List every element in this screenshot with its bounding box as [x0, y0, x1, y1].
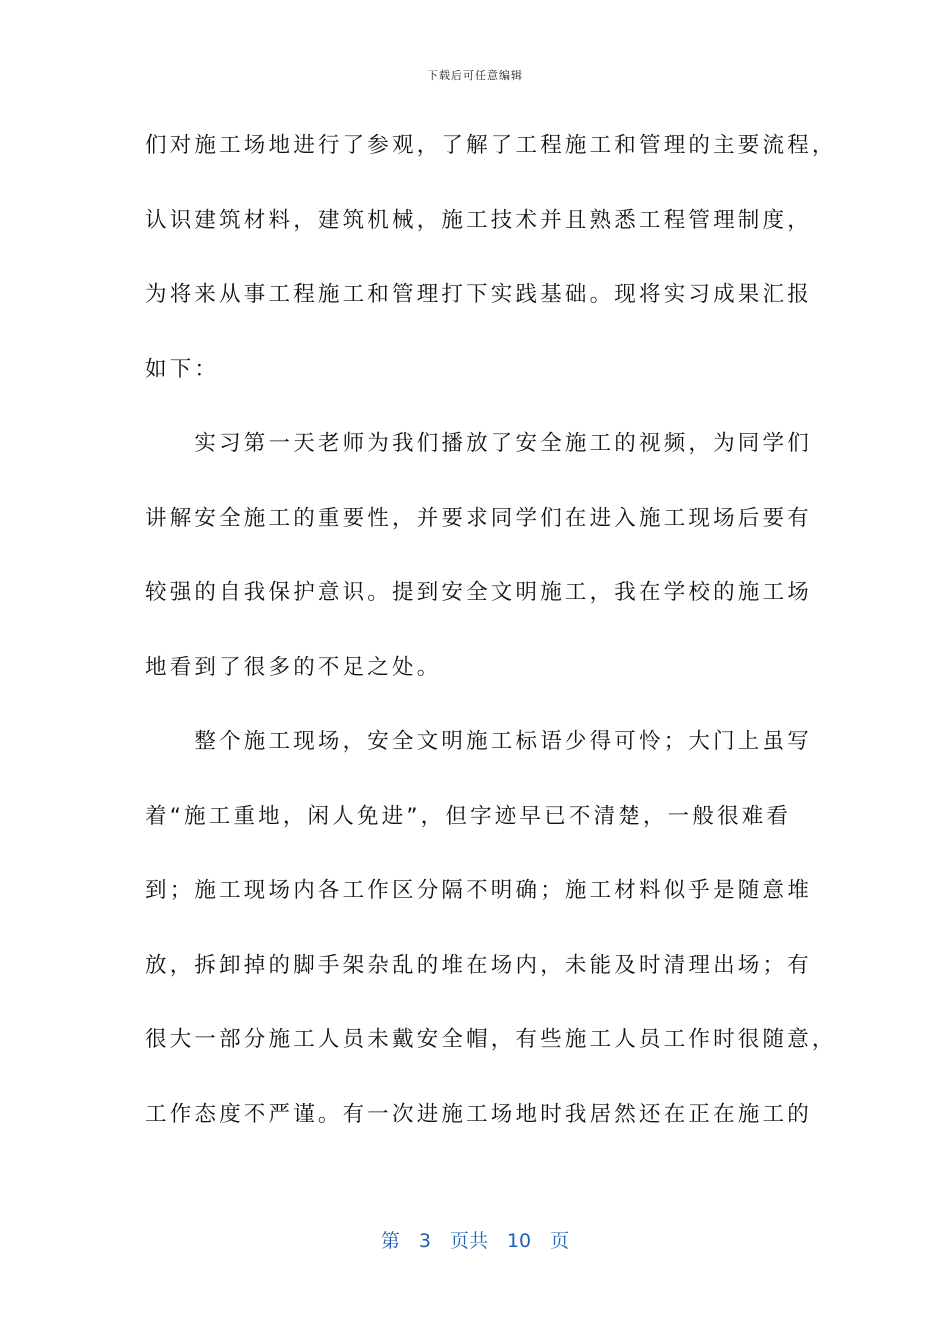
- text-line: 整个施工现场，安全文明施工标语少得可怜；大门上虽写: [145, 729, 812, 754]
- text-line: 着“施工重地，闲人免进”，但字迹早已不清楚，一般很难看: [145, 803, 792, 829]
- text-line: 如下：: [145, 356, 220, 382]
- text-line: 为将来从事工程施工和管理打下实践基础。现将实习成果汇报: [145, 282, 812, 307]
- document-body: [145, 126, 837, 1169]
- text-line: 很大一部分施工人员未戴安全帽，有些施工人员工作时很随意，: [145, 1027, 837, 1052]
- page-header-note: 下载后可任意编辑: [427, 69, 523, 82]
- page-number-footer: 第 3 页共 10 页: [380, 1230, 570, 1252]
- text-line: 认识建筑材料，建筑机械，施工技术并且熟悉工程管理制度，: [145, 207, 812, 233]
- text-line: 讲解安全施工的重要性，并要求同学们在进入施工现场后要有: [145, 505, 812, 531]
- text-line: 地看到了很多的不足之处。: [145, 654, 442, 680]
- text-line: 工作态度不严谨。有一次进施工场地时我居然还在正在施工的: [145, 1101, 812, 1127]
- text-line: 放，拆卸掉的脚手架杂乱的堆在场内，未能及时清理出场；有: [145, 952, 812, 978]
- text-line: 到；施工现场内各工作区分隔不明确；施工材料似乎是随意堆: [145, 878, 812, 903]
- text-line: 们对施工场地进行了参观，了解了工程施工和管理的主要流程，: [145, 133, 837, 158]
- text-line: 实习第一天老师为我们播放了安全施工的视频，为同学们: [145, 431, 812, 456]
- text-line: 较强的自我保护意识。提到安全文明施工，我在学校的施工场: [145, 580, 812, 605]
